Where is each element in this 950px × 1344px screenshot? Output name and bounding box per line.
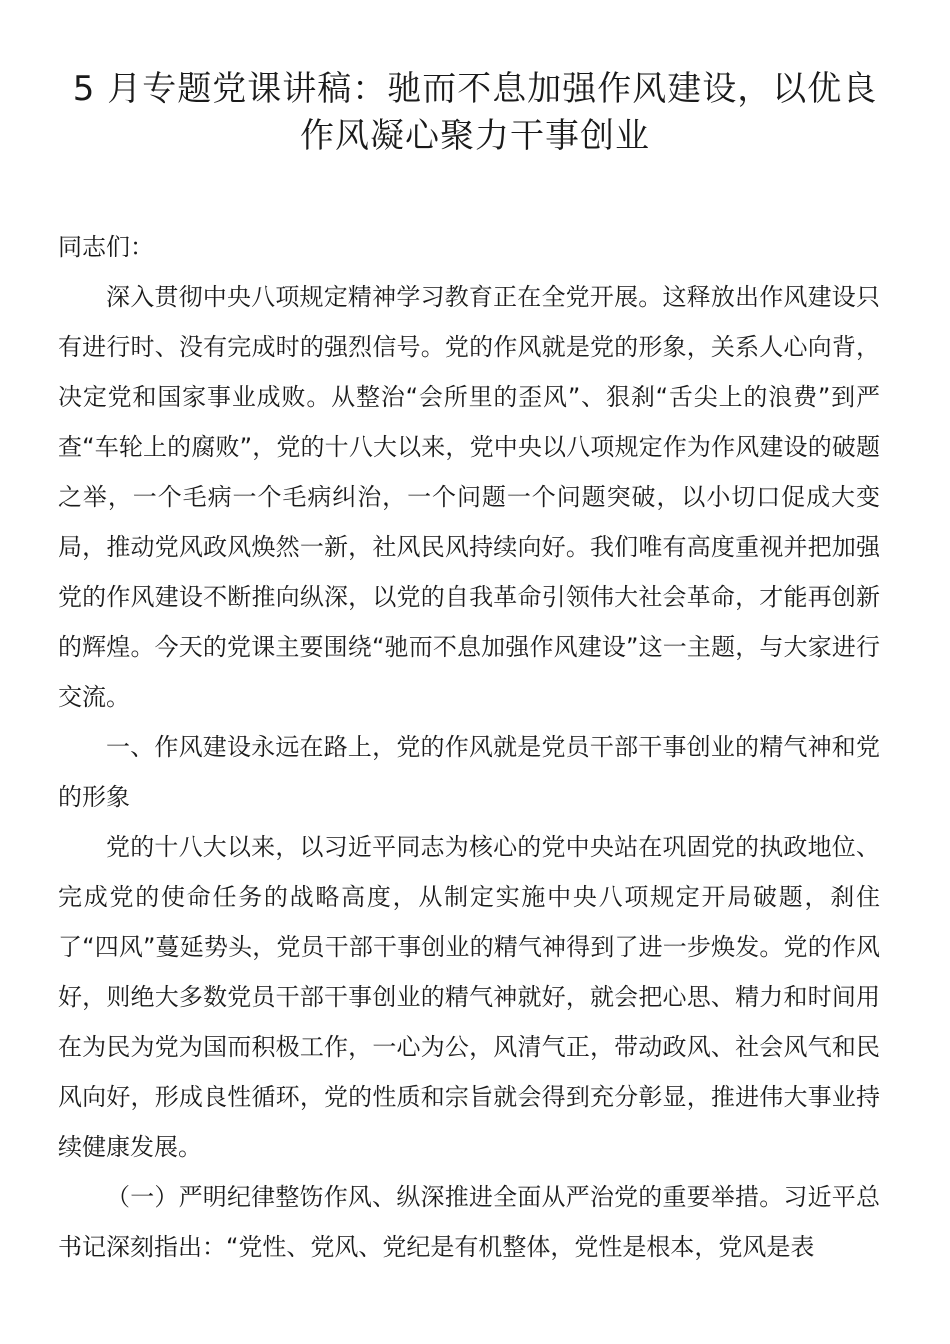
- document-title: [60, 66, 890, 160]
- title-line-2: 作风凝心聚力干事创业: [300, 116, 650, 156]
- paragraph-section-1: 党的十八大以来，以习近平同志为核心的党中央站在巩固党的执政地位、完成党的使命任务的战略高度，从制定实施中央八项规定开局破题，刹住了“四风”蔓延势头，党员干部干事创业的精气神得到了进一步焕发。党的作风好，则绝大多数党员干部干事创业的精气神就好，就会把心思、精力和时间用在为民为党为国而积极工作，一心为公，风清气正，带动政风、社会风气和民风向好，形成良性循环，党的性质和宗旨就会得到充分彰显，推进伟大事业持续健康发展。: [58, 833, 880, 1161]
- document-body: [58, 222, 880, 1272]
- paragraph-intro: 深入贯彻中央八项规定精神学习教育正在全党开展。这释放出作风建设只有进行时、没有完成时的强烈信号。党的作风就是党的形象，关系人心向背，决定党和国家事业成败。从整治“会所里的歪风”、狠刹“舌尖上的浪费”到严查“车轮上的腐败”，党的十八大以来，党中央以八项规定作为作风建设的破题之举，一个毛病一个毛病纠治，一个问题一个问题突破，以小切口促成大变局，推动党风政风焕然一新，社风民风持续向好。我们唯有高度重视并把加强党的作风建设不断推向纵深，以党的自我革命引领伟大社会革命，才能再创新的辉煌。今天的党课主要围绕“驰而不息加强作风建设”这一主题，与大家进行交流。: [58, 283, 880, 711]
- salutation: 同志们：: [58, 233, 154, 261]
- title-line-1: 5 月专题党课讲稿：驰而不息加强作风建设，以优良: [72, 69, 878, 109]
- section-heading-1: 一、作风建设永远在路上，党的作风就是党员干部干事创业的精气神和党的形象: [58, 733, 880, 811]
- subsection-heading-1: （一）严明纪律整饬作风、纵深推进全面从严治党的重要举措。习近平总书记深刻指出：“党性、党风、党纪是有机整体，党性是根本，党风是表: [58, 1183, 880, 1261]
